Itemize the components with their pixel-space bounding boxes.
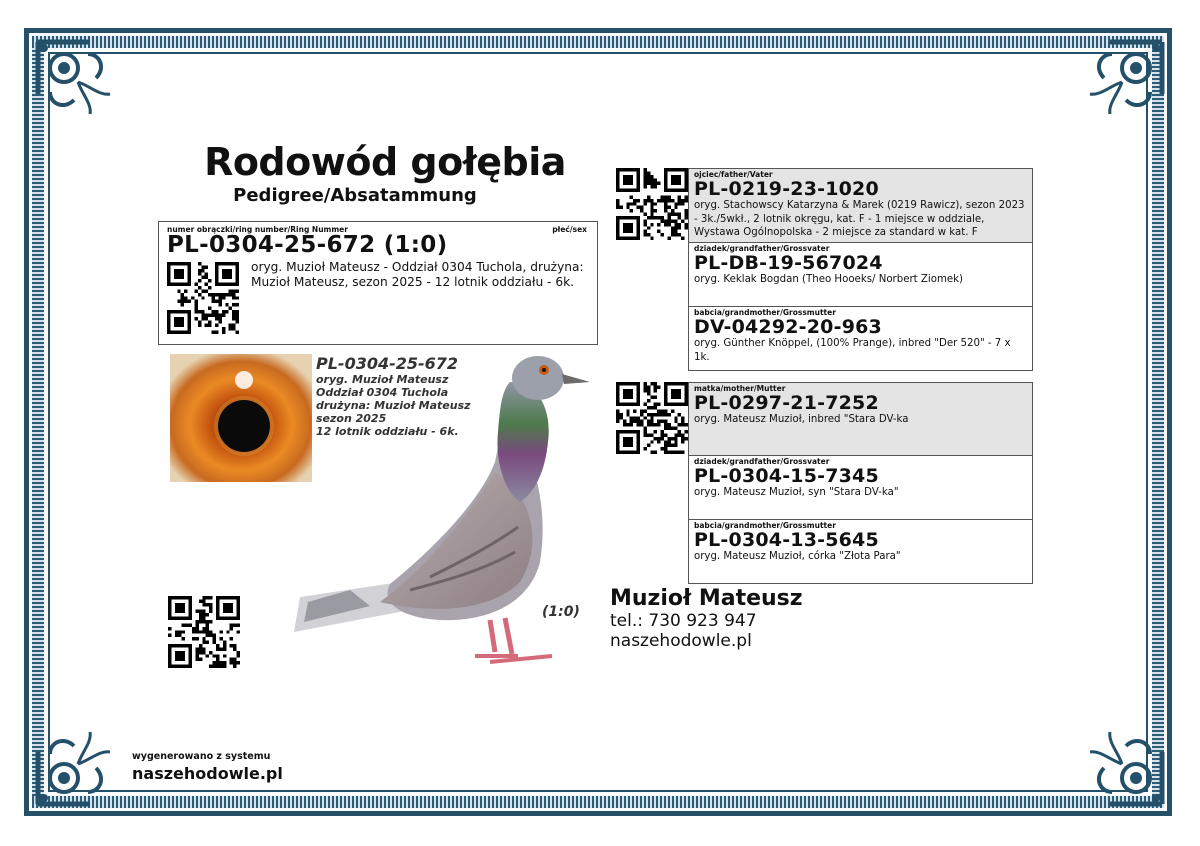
mother-description: oryg. Mateusz Muzioł, inbred "Stara DV-ka	[694, 414, 909, 425]
paternal-grandmother-cell	[689, 306, 1032, 370]
ring-description: oryg. Muzioł Mateusz - Oddział 0304 Tuchola, drużyna: Muzioł Mateusz, sezon 2025 - 12 lotnik oddziału - 6k.	[251, 260, 584, 289]
mother-cell	[689, 383, 1032, 455]
maternal-grandmother-label: babcia/grandmother/Grossmutter	[694, 521, 836, 530]
breeder-info	[610, 586, 803, 651]
paternal-grandfather-description: oryg. Keklak Bogdan (Theo Hooeks/ Norbert Ziomek)	[694, 274, 964, 285]
mother-label: matka/mother/Mutter	[694, 384, 786, 393]
father-description: oryg. Stachowscy Katarzyna & Marek (0219 Rawicz), sezon 2023 - 3k./5wkł., 2 lotnik okręgu, kat. F - 1 miejsce w oddziale, Wystawa Ogólnopolska - 2 miejsce za standard w kat. F	[694, 200, 1025, 238]
paternal-grandmother-label: babcia/grandmother/Grossmutter	[694, 308, 836, 317]
paternal-grandfather-ring: PL-DB-19-567024	[694, 252, 883, 274]
maternal-grandfather-ring: PL-0304-15-7345	[694, 465, 879, 487]
bird-info-line: Oddział 0304 Tuchola	[316, 386, 449, 399]
father-cell	[689, 169, 1032, 242]
father-ring: PL-0219-23-1020	[694, 178, 879, 200]
maternal-grandfather-cell	[689, 455, 1032, 519]
bird-info-line: 12 lotnik oddziału - 6k.	[316, 425, 459, 438]
page-subtitle: Pedigree/Absatammung	[233, 185, 477, 206]
ring-number-label: numer obrączki/ring number/Ring Nummer	[167, 225, 348, 234]
mother-ring: PL-0297-21-7252	[694, 392, 879, 414]
bird-info-line: sezon 2025	[316, 412, 387, 425]
page-title: Rodowód gołębia	[204, 140, 566, 184]
corner-ornament-icon	[30, 716, 126, 812]
bird-ring: PL-0304-25-672	[316, 354, 459, 373]
generated-site[interactable]: naszehodowle.pl	[132, 764, 283, 783]
maternal-grandfather-description: oryg. Mateusz Muzioł, syn "Stara DV-ka"	[694, 487, 899, 498]
maternal-grandmother-ring: PL-0304-13-5645	[694, 529, 879, 551]
bird-info-line: oryg. Muzioł Mateusz	[316, 373, 449, 386]
paternal-grandmother-ring: DV-04292-20-963	[694, 316, 882, 338]
generated-label: wygenerowano z systemu	[132, 751, 271, 762]
ring-number: PL-0304-25-672 (1:0)	[167, 232, 448, 258]
father-label: ojciec/father/Vater	[694, 170, 773, 179]
corner-ornament-icon	[30, 34, 126, 130]
qr-code-icon	[616, 382, 688, 454]
breeder-website[interactable]: naszehodowle.pl	[610, 631, 752, 651]
breeder-name: Muzioł Mateusz	[610, 586, 803, 611]
generated-by	[132, 751, 283, 783]
father-side-box	[688, 168, 1033, 371]
paternal-grandmother-description: oryg. Günther Knöppel, (100% Prange), inbred "Der 520" - 7 x 1k.	[694, 338, 1011, 363]
ring-number-box	[158, 221, 598, 345]
corner-ornament-icon	[1074, 34, 1170, 130]
paternal-grandfather-cell	[689, 242, 1032, 306]
maternal-grandfather-label: dziadek/grandfather/Grossvater	[694, 457, 830, 466]
mother-side-box	[688, 382, 1033, 584]
qr-code-icon	[168, 596, 240, 668]
maternal-grandmother-description: oryg. Mateusz Muzioł, córka "Złota Para"	[694, 551, 901, 562]
sex-label: płeć/sex	[552, 225, 587, 234]
corner-ornament-icon	[1074, 716, 1170, 812]
maternal-grandmother-cell	[689, 519, 1032, 583]
sex-mark: (1:0)	[542, 604, 580, 620]
qr-code-icon	[167, 262, 239, 334]
pigeon-photo	[290, 352, 595, 672]
bird-info-line: drużyna: Muzioł Mateusz	[316, 399, 471, 412]
breeder-phone: tel.: 730 923 947	[610, 611, 757, 631]
paternal-grandfather-label: dziadek/grandfather/Grossvater	[694, 244, 830, 253]
qr-code-icon	[616, 168, 688, 240]
